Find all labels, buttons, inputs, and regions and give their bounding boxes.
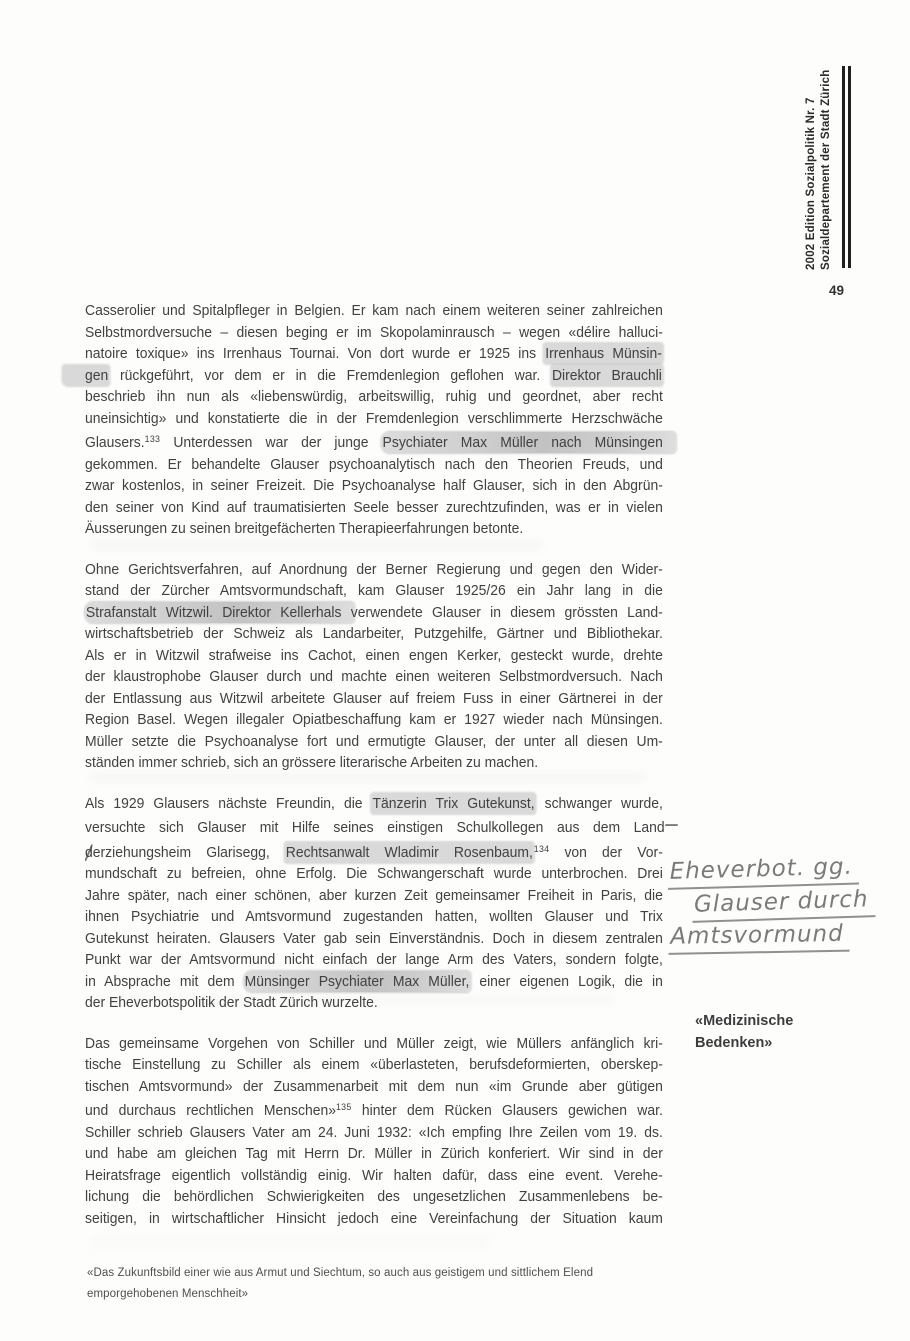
highlight-mark: Direktor Brauchli	[551, 366, 662, 384]
paragraph	[85, 793, 707, 1014]
text-line	[85, 1208, 663, 1230]
paragraph	[85, 300, 707, 540]
text-segment: tische Einstellung zu Schiller als einem «überlasteten, berufsdeformierten, oberskep-	[85, 1056, 663, 1073]
text-line	[85, 386, 663, 408]
text-segment: wirtschaftsbetrieb der Schweiz als Landarbeiter, Putzgehilfe, Gärtner und Bibliothekar.	[85, 625, 663, 642]
text-segment: Als 1929 Glausers nächste Freundin, die	[85, 794, 372, 812]
highlight-mark: gen	[63, 365, 109, 386]
body-text	[85, 300, 707, 1248]
text-segment: Unterdessen war der junge	[160, 434, 382, 451]
edition-banner	[804, 58, 834, 270]
text-segment: Jahre später, nach einer schönen, aber kurzen Zeit gemeinsamer Freiheit in Paris, die	[85, 886, 663, 904]
edition-double-rule	[842, 66, 851, 268]
text-line	[85, 559, 663, 581]
text-line	[85, 408, 663, 430]
footnote-ref: 133	[144, 434, 161, 445]
text-segment: hinter dem Rücken Glausers gewichen war.	[351, 1102, 663, 1119]
text-line	[85, 497, 663, 519]
text-segment: seitigen, in wirtschaftlicher Hinsicht jedoch eine Vereinfachung der Situation kaum	[85, 1209, 663, 1227]
text-line	[85, 992, 663, 1014]
highlight-mark: Rechtsanwalt Wladimir Rosenbaum,	[285, 843, 533, 861]
text-segment: uneinsichtig» und konstatierte die in der Fremdenlegion verschlimmerte Herzschwäche	[85, 409, 663, 427]
text-line	[85, 839, 663, 864]
paragraph	[85, 559, 707, 774]
text-segment: gekommen. Er behandelte Glauser psychoanalytisch nach den Theorien Freuds, und	[85, 455, 663, 473]
text-line	[85, 518, 663, 540]
text-segment: erziehungsheim Glarisegg,	[92, 843, 285, 861]
text-segment: schwanger wurde,	[535, 794, 663, 812]
text-line	[85, 623, 663, 645]
text-line	[85, 475, 663, 497]
text-segment: Gutekunst heiraten. Glausers Vater gab sein Einverständnis. Doch in diesem zentralen	[85, 929, 663, 947]
text-line	[85, 1186, 663, 1208]
text-line	[85, 928, 663, 950]
text-line	[85, 1097, 663, 1122]
text-line	[85, 752, 663, 774]
handwritten-margin-note	[667, 854, 898, 955]
handwritten-note-line: Glauser durch	[692, 885, 876, 923]
text-segment: tischen Amtsvormund» der Zusammenarbeit mit dem nun «im Grunde aber gütigen	[85, 1077, 663, 1095]
text-segment: Casserolier und Spitalpfleger in Belgien. Er kam nach einem weiteren seiner zahlreichen	[85, 302, 663, 319]
edition-line: 2002 Edition Sozialpolitik Nr. 7	[805, 97, 817, 270]
footnote	[87, 1263, 627, 1305]
text-line	[85, 454, 663, 476]
footnote-ref: 134	[533, 843, 550, 855]
text-line	[85, 731, 663, 753]
highlight-mark: Münsinger Psychiater Max Müller,	[244, 972, 470, 990]
footnote-line: «Das Zukunftsbild einer wie aus Armut und Siechtum, so auch aus geistigem und sittlichem Elend	[87, 1267, 594, 1279]
text-line	[85, 1143, 663, 1165]
text-segment: verwendete Glauser in diesem grössten Land-	[341, 603, 663, 621]
text-segment: der Eheverbotspolitik der Stadt Zürich wurzelte.	[85, 994, 378, 1011]
text-segment: rückgeführt, vor dem er in die Fremdenlegion geflohen war.	[109, 366, 552, 384]
text-segment: Heiratsfrage eigentlich vollständig einig. Wir halten dafür, dass eine event. Verehe-	[85, 1166, 663, 1184]
text-segment: der Entlassung aus Witzwil arbeitete Glauser auf freiem Fuss in einer Gärtnerei in der	[85, 689, 663, 707]
text-segment: lichung die behördlichen Schwierigkeiten des ungesetzlichen Zusammenlebens be-	[85, 1188, 663, 1205]
text-line	[85, 709, 663, 731]
text-segment: stand der Zürcher Amtsvormundschaft, kam Glauser 1925/26 ein Jahr lang in die	[85, 582, 663, 599]
pen-mark: d	[85, 843, 93, 861]
text-line	[85, 814, 678, 839]
printed-margin-note	[695, 1010, 875, 1054]
text-segment: einer eigenen Logik, die in	[470, 972, 663, 990]
text-segment: Punkt war der Amtsvormund nicht einfach der lange Arm des Vaters, sondern folgte,	[85, 951, 663, 968]
highlight-mark: Irrenhaus Münsin-	[545, 345, 662, 362]
text-segment: Glausers.	[85, 434, 145, 451]
text-segment: und durchaus rechtlichen Menschen»	[85, 1102, 336, 1119]
text-segment: Ohne Gerichtsverfahren, auf Anordnung der Berner Regierung und gegen den Wider-	[85, 560, 663, 578]
margin-note-line: Bedenken»	[695, 1035, 773, 1051]
text-line	[85, 793, 663, 815]
text-line	[85, 885, 663, 907]
page-number: 49	[829, 283, 845, 298]
text-segment: Region Basel. Wegen illegaler Opiatbeschaffung kam er 1927 wieder nach Münsingen.	[85, 711, 663, 728]
pen-mark: —	[664, 815, 678, 833]
text-line	[85, 1076, 663, 1098]
handwritten-note-line: Eheverbot. gg.	[667, 853, 859, 890]
text-line	[85, 580, 663, 602]
edition-line: Sozialdepartement der Stadt Zürich	[820, 69, 832, 270]
text-segment: Äusserungen zu seinen breitgefächerten Therapieerfahrungen betonte.	[85, 520, 524, 537]
highlight-mark: Strafanstalt Witzwil. Direktor Kellerhals	[85, 602, 354, 623]
text-segment: den seiner von Kind auf traumatisierten Seele besser zurechtzufinden, was er in vielen	[85, 498, 663, 516]
text-line	[85, 863, 663, 885]
text-line	[85, 300, 663, 322]
text-segment: Als er in Witzwil strafweise ins Cachot, einen engen Kerker, gesteckt wurde, drehte	[85, 646, 663, 664]
footnote-ref: 135	[335, 1102, 352, 1113]
text-segment: Schiller schrieb Glausers Vater am 24. Juni 1932: «Ich empfing Ihre Zeilen vom 19. ds.	[85, 1123, 663, 1141]
text-line	[85, 949, 663, 971]
text-line	[85, 322, 663, 344]
text-segment: Müller setzte die Psychoanalyse fort und ermutigte Glauser, der unter all diesen Um-	[85, 732, 663, 750]
text-line	[85, 365, 663, 387]
text-segment: und habe am gleichen Tag mit Herrn Dr. Müller in Zürich konferiert. Wir sind in der	[85, 1145, 663, 1162]
text-line	[85, 1054, 663, 1076]
text-segment: in Absprache mit dem	[85, 972, 244, 990]
text-line	[85, 645, 663, 667]
text-line	[85, 1122, 663, 1144]
text-line	[85, 971, 663, 993]
text-segment: beschrieb ihn nun als «liebenswürdig, arbeitswillig, ruhig und geordnet, aber recht	[85, 388, 663, 405]
paragraph	[85, 1033, 707, 1230]
text-line	[85, 429, 663, 454]
text-line	[85, 688, 663, 710]
text-line	[85, 1165, 663, 1187]
text-segment: Das gemeinsame Vorgehen von Schiller und Müller zeigt, wie Müllers anfänglich kri-	[85, 1034, 663, 1052]
text-segment: ständen immer schrieb, sich an grössere literarische Arbeiten zu machen.	[85, 754, 539, 771]
text-segment: versuchte sich Glauser mit Hilfe seines einstigen Schulkollegen aus dem Land	[85, 819, 665, 836]
handwritten-note-line: Amtsvormund	[668, 920, 850, 955]
text-segment: der klaustrophobe Glauser durch und machte einen weiteren Selbstmordversuch. Nach	[85, 668, 663, 685]
text-segment: Selbstmordversuche – diesen beging er im Skopolaminrausch – wegen «délire halluci-	[85, 323, 663, 341]
text-line	[85, 602, 663, 624]
text-segment: natoire toxique» ins Irrenhaus Tournai. Von dort wurde er 1925 ins	[85, 345, 545, 362]
text-segment: von der Vor-	[549, 843, 663, 861]
margin-note-line: «Medizinische	[695, 1013, 794, 1029]
highlight-mark: Tänzerin Trix Gutekunst,	[372, 794, 535, 812]
text-segment: ihnen Psychiatrie und Amtsvormund zugestanden hatten, wollten Glauser und Trix	[85, 908, 663, 925]
text-line	[85, 343, 663, 365]
text-line	[85, 666, 663, 688]
text-segment: mundschaft zu befreien, ohne Erfolg. Die Schwangerschaft wurde unterbrochen. Drei	[85, 865, 663, 882]
text-line	[85, 906, 663, 928]
highlight-mark: Psychiater Max Müller nach Münsingen	[382, 432, 676, 453]
text-line	[85, 1033, 663, 1055]
text-segment: zwar kostenlos, in seiner Freizeit. Die Psychoanalyse half Glauser, sich in den Abgrün-	[85, 477, 663, 494]
footnote-line: emporgehobenen Menschheit»	[87, 1288, 249, 1300]
